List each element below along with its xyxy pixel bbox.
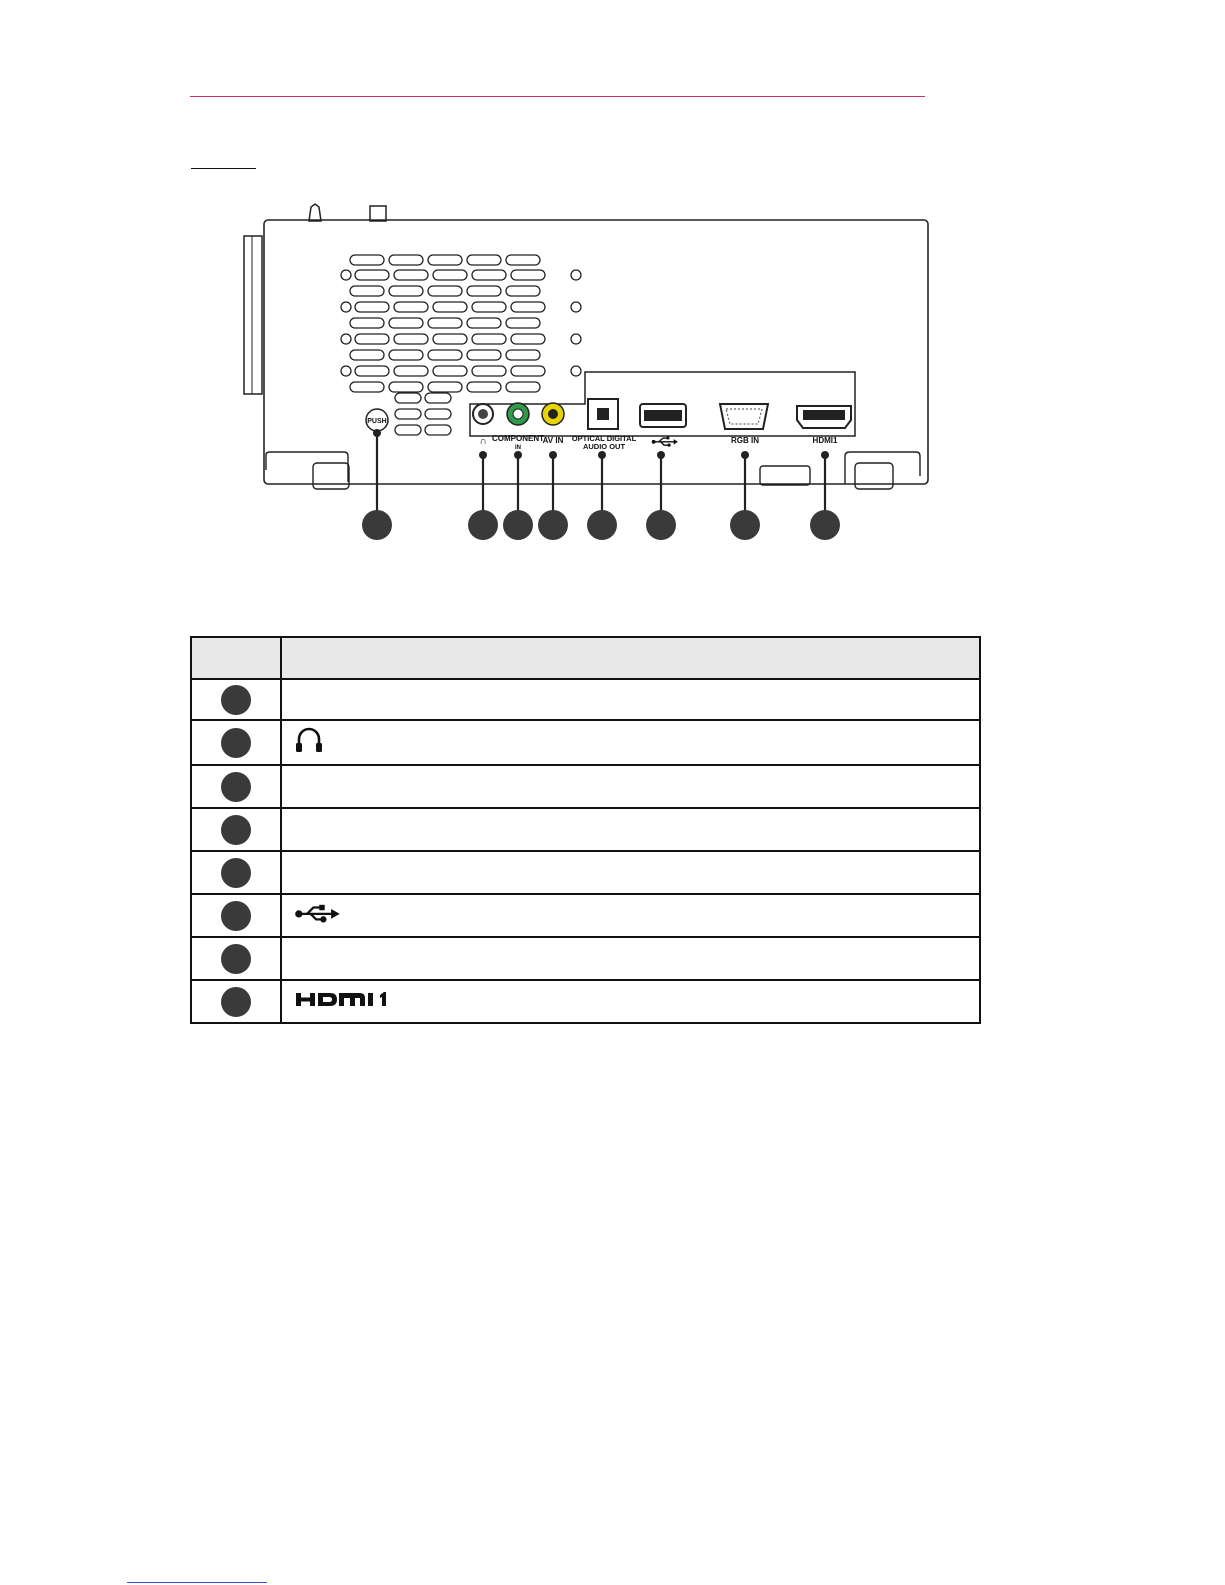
hdmi-label: HDMI1 — [812, 436, 838, 445]
lens-housing — [244, 236, 262, 394]
rgb-in-label: RGB IN — [731, 436, 759, 445]
callout-badge — [468, 510, 498, 540]
optical-label-1: OPTICAL DIGITAL — [571, 434, 637, 443]
push-button-label: PUSH — [367, 418, 387, 425]
av-in-label: AV IN — [542, 436, 564, 445]
focus-knob — [309, 204, 321, 221]
top-tab — [370, 206, 386, 221]
callout-anchor — [741, 451, 749, 459]
table-row — [191, 679, 980, 720]
callout-anchor — [479, 451, 487, 459]
row-description — [281, 720, 980, 765]
rgb-port — [720, 404, 768, 429]
row-description — [281, 980, 980, 1023]
table-row — [191, 937, 980, 980]
port-table — [190, 636, 981, 1024]
row-description — [281, 851, 980, 894]
callout-anchor — [821, 451, 829, 459]
rear-foot-right — [855, 463, 893, 489]
callout-badge — [810, 510, 840, 540]
row-number-badge — [221, 987, 251, 1017]
row-number-badge — [221, 815, 251, 845]
table-row — [191, 851, 980, 894]
footer-link-underline — [127, 1582, 267, 1583]
table-row — [191, 894, 980, 937]
table-row — [191, 765, 980, 808]
row-number-badge — [221, 772, 251, 802]
usb-icon — [294, 903, 340, 923]
hdmi-logo — [294, 989, 390, 1009]
table-row — [191, 808, 980, 851]
callout-badge — [362, 510, 392, 540]
callout-anchor — [549, 451, 557, 459]
row-description — [281, 937, 980, 980]
callout-badge — [730, 510, 760, 540]
rear-foot-mid — [760, 466, 810, 485]
callout-badge — [587, 510, 617, 540]
row-description — [281, 679, 980, 720]
row-number-badge — [221, 901, 251, 931]
row-description — [281, 808, 980, 851]
callout-anchor — [657, 451, 665, 459]
callout-anchor — [514, 451, 522, 459]
optical-label-2: AUDIO OUT — [582, 442, 626, 451]
callout-anchor — [373, 429, 381, 437]
usb-label-icon — [652, 437, 677, 447]
table-header-row — [191, 637, 980, 679]
headphone-label: ∩ — [479, 436, 487, 447]
header-description — [281, 637, 980, 679]
row-number-badge — [221, 728, 251, 758]
callout-badge — [538, 510, 568, 540]
row-number-badge — [221, 685, 251, 715]
callout-anchor — [598, 451, 606, 459]
row-number-badge — [221, 858, 251, 888]
table-row — [191, 720, 980, 765]
row-description — [281, 765, 980, 808]
headphone-icon — [294, 726, 324, 754]
row-description — [281, 894, 980, 937]
component-label: COMPONENT — [492, 434, 544, 443]
projector-rear-diagram — [0, 0, 1225, 560]
rear-foot-left — [313, 463, 349, 489]
component-sublabel: IN — [515, 445, 521, 451]
header-number — [191, 637, 281, 679]
callout-badge — [646, 510, 676, 540]
row-number-badge — [221, 944, 251, 974]
table-row — [191, 980, 980, 1023]
callout-badge — [503, 510, 533, 540]
